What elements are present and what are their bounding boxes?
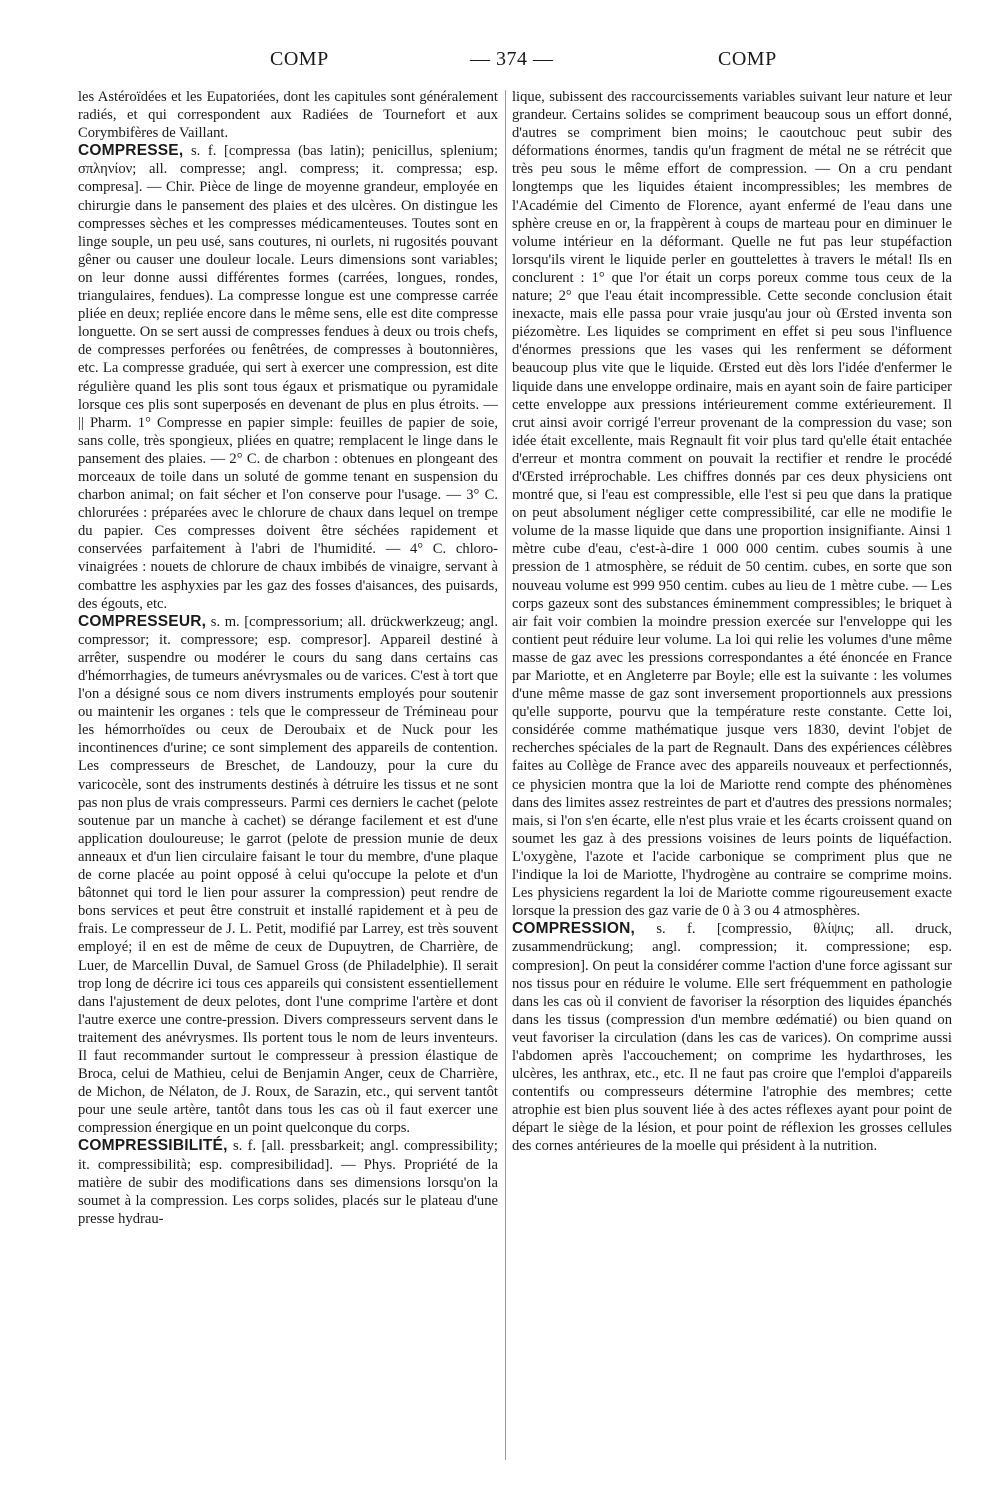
headword-compressibilite: COMPRESSIBILITÉ,	[78, 1137, 228, 1155]
header-right-word: COMP	[718, 48, 777, 70]
entry-compresseur	[78, 613, 498, 1138]
header-left-word: COMP	[270, 48, 329, 70]
headword-compresseur: COMPRESSEUR,	[78, 612, 207, 630]
running-header	[0, 48, 1000, 88]
entry-compresse	[78, 142, 498, 612]
headword-compresse: COMPRESSE,	[78, 142, 184, 160]
entry-body-compressibilite: s. f. [all. pressbarkeit; angl. compressibility; it. compressibilità; esp. compresibilidad]. — Phys. Propriété de la matière de subir des modifications dans ses dimensions lorsqu'on la soumet à la compression. Les corps solides, placés sur le plateau d'une presse hydrau-	[78, 1138, 498, 1227]
entry-body-compresseur: s. m. [compressorium; all. drückwerkzeug; angl. compressor; it. compressore; esp. compresor]. Appareil destiné à arrêter, suspendre ou modérer le cours du sang dans certains cas d'hémorrhagies, de tumeurs anévrysmales ou de varices. C'est à tort que l'on a désigné sous ce nom divers instruments employés pour soutenir ou maintenir les organes : tels que le compresseur de Trémineau pour les hémorrhoïdes ou ceux de Deroubaix et de Nuck pour les incontinences d'urine; ce sont simplement des appareils de contention. Les compresseurs de Breschet, de Landouzy, pour la cure du varicocèle, sont des instruments destinés à détruire les tissus et ne sont pas non plus de vrais compresseurs. Parmi ces derniers le cachet (pelote soutenue par un manche à cachet) se dérange facilement et est d'une application douloureuse; le garrot (pelote de pression munie de deux anneaux et d'un lien circulaire faisant le tour du membre, d'une plaque de corne placée au point opposé à celui qu'occupe la pelote et d'un bâtonnet qui tord le lien pour assurer la compression) peut rendre de bons services et peut être construit et installé rapidement et à peu de frais. Le compresseur de J. L. Petit, modifié par Larrey, est très souvent employé; il en est de même de ceux de Dupuytren, de Charrière, de Luer, de Marcellin Duval, de Samuel Gross (de Philadelphie). Il serait trop long de décrire ici tous ces appareils qui consistent essentiellement dans l'ajustement de deux pelotes, dont l'une comprime l'artère et dont l'autre exerce une contre-pression. Divers compresseurs servent dans le traitement des anévrysmes. Ils portent tous le nom de leurs inventeurs. Il faut recommander surtout le compresseur à pression élastique de Broca, celui de Mathieu, celui de Benjamin Anger, ceux de Charrière, de Michon, de Nélaton, de J. Roux, de Sarazin, etc., qui servent tantôt pour une seule artère, tantôt dans tous les cas où il faut exercer une compression énergique en un point quelconque du corps.	[78, 613, 498, 1137]
headword-compression: COMPRESSION,	[512, 920, 635, 938]
column-divider	[505, 90, 506, 1460]
continued-paragraph: les Astéroïdées et les Eupatoriées, dont les capitules sont généralement radiés, et qui correspondent aux Radiées de Tournefort et aux Corymbifères de Vaillant.	[78, 89, 498, 142]
entry-compressibilite	[78, 1137, 498, 1227]
entry-body-compresse: s. f. [compressa (bas latin); penicillus, splenium; σπληνίον; all. compresse; angl. compress; it. compressa; esp. compresa]. — Chir. Pièce de linge de moyenne grandeur, employée en chirurgie dans le pansement des plaies et des ulcères. On distingue les compresses sèches et les compresses médicamenteuses. Toutes sont en linge souple, un peu usé, sans coutures, ni ourlets, ni rugosités pouvant gêner ou causer une douleur locale. Leurs dimensions sont variables; on leur donne aussi différentes formes (carrées, longues, rondes, triangulaires, fendues). La compresse longue est une compresse carrée pliée en deux; repliée encore dans le même sens, elle est dite compresse longuette. On se sert aussi de compresses fendues à deux ou trois chefs, de compresses perforées ou fenêtrées, de compresses à boutonnières, etc. La compresse graduée, qui sert à exercer une compression, est dite régulière quand les plis sont tous égaux et prismatique ou pyramidale lorsque ces plis sont superposés en devenant de plus en plus étroits. — || Pharm. 1° Compresse en papier simple: feuilles de papier de soie, sans colle, très spongieux, pliées en quatre; remplacent le linge dans le pansement des plaies. — 2° C. de charbon : obtenues en plongeant des morceaux de toile dans un soluté de gomme tenant en suspension du charbon animal; on fait sécher et l'on conserve pour l'usage. — 3° C. chlorurées : préparées avec le chlorure de chaux dans lequel on trempe du papier. Ces compresses doivent être séchées rapidement et conservées parfaitement à l'abri de l'humidité. — 4° C. chloro-vinaigrées : nouets de chlorure de chaux imbibés de vinaigre, servant à combattre les asphyxies par les gaz des fosses d'aisances, des puisards, des égouts, etc.	[78, 143, 498, 612]
entry-compression	[512, 920, 952, 1155]
left-column	[78, 88, 498, 1468]
page-number: — 374 —	[470, 48, 554, 70]
continued-paragraph-right: lique, subissent des raccourcissements variables suivant leur nature et leur grandeur. Certains solides se compriment beaucoup sous un effort donné, d'autres se compriment bien moins; le caoutchouc peut subir des déformations énormes, tandis qu'un fragment de métal ne se rétrécit que très peu sous le même effort de compression. — On a cru pendant longtemps que les liquides étaient incompressibles; les membres de l'Académie del Cimento de Florence, ayant enfermé de l'eau dans une sphère creuse en or, la frappèrent à coups de marteau pour en diminuer le volume intérieur en la déformant. Quelle ne fut pas leur stupéfaction lorsqu'ils virent le liquide perler en gouttelettes à travers le métal! Ils en conclurent : 1° que l'or était un corps poreux comme tous ceux de la nature; 2° que l'eau était incompressible. Cette seconde conclusion était inexacte, mais elle passa pour vraie jusqu'au jour où Œrsted inventa son piézomètre. Les liquides se compriment en effet si peu sous l'influence d'énormes pressions que les vases qui les renferment se déforment beaucoup plus vite que le liquide. Œrsted eut dès lors l'idée d'enfermer le liquide dans une enveloppe ordinaire, mais en ayant soin de faire participer cette enveloppe aux pressions intérieurement comme extérieurement. Il crut ainsi avoir corrigé l'erreur provenant de la compression du vase; son idée était excellente, mais Regnault fit voir plus tard qu'elle était entachée d'erreur et montra comment on pouvait la rectifier et rendre le procédé d'Œrsted irréprochable. Les chiffres donnés par ces deux physiciens ont montré que, si l'eau est compressible, elle l'est si peu que dans la pratique on peut absolument négliger cette compressibilité, car elle ne modifie le volume de la masse liquide que dans une proportion insignifiante. Ainsi 1 mètre cube d'eau, c'est-à-dire 1 000 000 centim. cubes soumis à une pression de 1 atmosphère, se réduit de 50 centim. cubes, en sorte que son nouveau volume est 999 950 centim. cubes au lieu de 1 mètre cube. — Les corps gazeux sont des substances éminemment compressibles; le briquet à air fait voir combien la moindre pression exercée sur l'enveloppe qui les contient peut réduire leur volume. La loi qui relie les volumes d'une même masse de gaz avec les pressions correspondantes a été énoncée en France par Mariotte, et en Angleterre par Boyle; elle est la suivante : les volumes d'une même masse de gaz sont inversement proportionnels aux pressions qu'elle supporte, pourvu que la température reste constante. Cette loi, considérée comme mathématique jusque vers 1830, devint l'objet de recherches spéciales de la part de Regnault. Dans des expériences célèbres faites au Collège de France avec des appareils nouveaux et perfectionnés, ce physicien montra que la loi de Mariotte rend compte des phénomènes dans des limites assez restreintes de part et d'autres des pressions normales; mais, si l'on s'en écarte, elle n'est plus vraie et les écarts croissent quand on soumet les gaz à des pressions voisines de leurs points de liquéfaction. L'oxygène, l'azote et l'acide carbonique se compriment plus que ne l'indique la loi de Mariotte, l'hydrogène au contraire se comprime moins. Les physiciens regardent la loi de Mariotte comme rigoureusement exacte lorsque la pression des gaz varie de 0 à 3 ou 4 atmosphères.	[512, 89, 952, 920]
right-column	[512, 88, 952, 1468]
entry-body-compression: s. f. [compressio, θλίψις; all. druck, zusammendrückung; angl. compression; it. compressione; esp. compresion]. On peut la considérer comme l'action d'une force agissant sur nos tissus pour en réduire le volume. Elle sert fréquemment en pathologie dans les cas où il convient de favoriser la résorption des liquides épanchés dans les tissus (compression d'un membre œdématié) ou bien quand on veut favoriser la circulation (dans les cas de varices). On comprime aussi l'abdomen après l'accouchement; on comprime les hydarthroses, les ulcères, les anthrax, etc., etc. Il ne faut pas croire que l'emploi d'appareils contentifs ou compresseurs détermine l'atrophie des membres; cette atrophie est bien plus souvent liée à des actes réflexes ayant pour point de départ le siège de la lésion, et pour point de réflexion les grosses cellules des cornes antérieures de la moelle qui président à la nutrition.	[512, 921, 952, 1155]
